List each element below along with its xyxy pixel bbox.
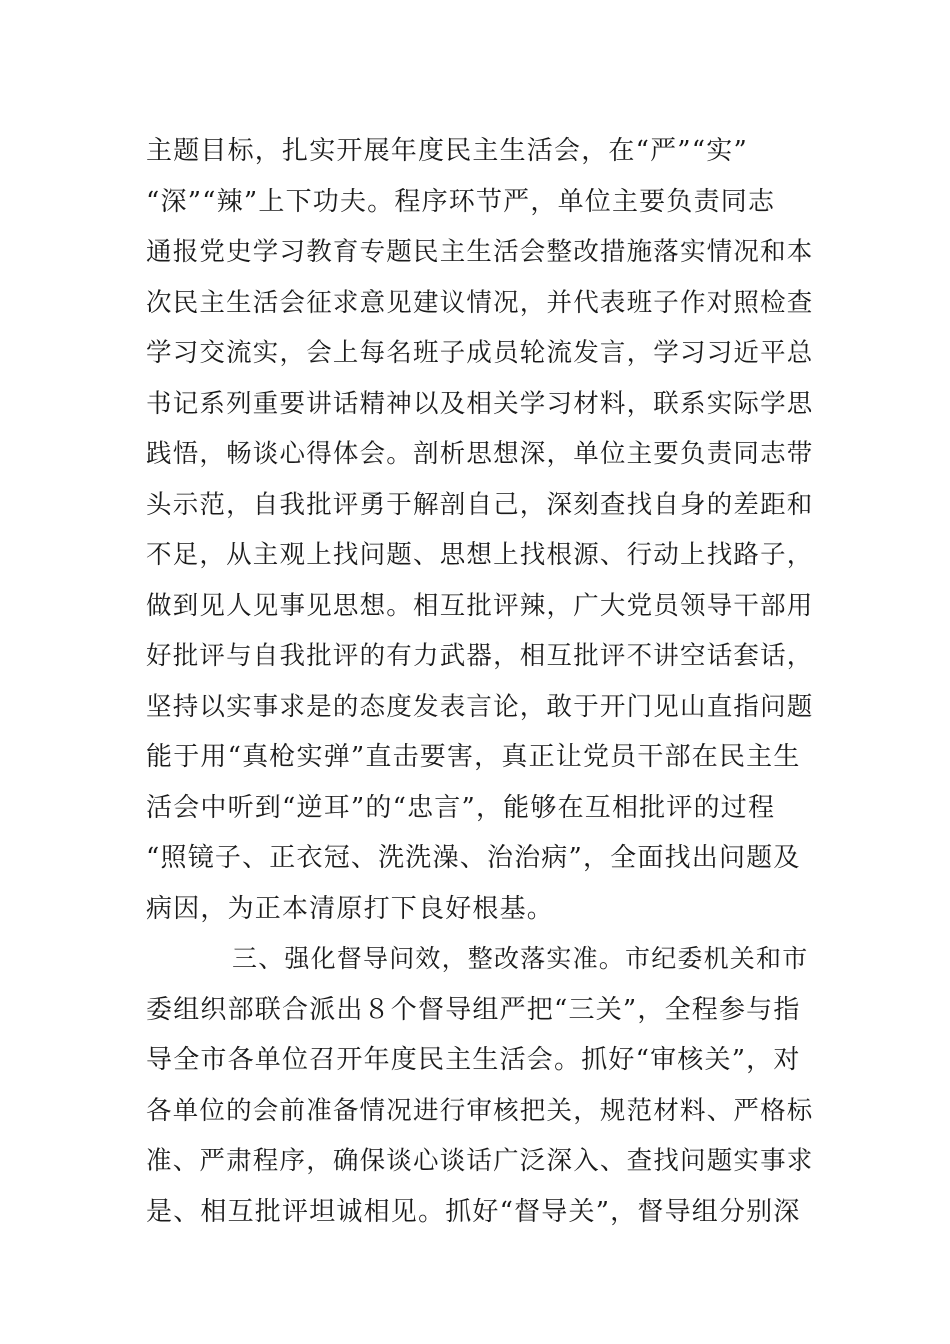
text-line: 主题目标，扎实开展年度民主生活会，在“严”“实” (146, 136, 748, 166)
text-line: 好批评与自我批评的有力武器，相互批评不讲空话套话， (146, 641, 814, 671)
text-line: 病因，为正本清原打下良好根基。 (146, 893, 555, 924)
text-line: 践悟，畅谈心得体会。剖析思想深，单位主要负责同志带 (146, 439, 814, 469)
text-line: 次民主生活会征求意见建议情况，并代表班子作对照检查 (146, 287, 814, 318)
text-line: 坚持以实事求是的态度发表言论，敢于开门见山直指问题 (146, 691, 814, 722)
text-line: 头示范，自我批评勇于解剖自己，深刻查找自身的差距和 (146, 489, 814, 520)
text-line: 能于用“真枪实弹”直击要害，真正让党员干部在民主生 (146, 742, 801, 772)
text-line: 准、严肃程序，确保谈心谈话广泛深入、查找问题实事求 (146, 1146, 814, 1176)
text-line: 导全市各单位召开年度民主生活会。抓好“审核关”，对 (146, 1045, 801, 1075)
text-line: 是、相互批评坦诚相见。抓好“督导关”，督导组分别深 (146, 1196, 801, 1227)
text-line: 书记系列重要讲话精神以及相关学习材料，联系实际学思 (146, 388, 814, 419)
text-line: “深”“辣”上下功夫。程序环节严，单位主要负责同志 (146, 186, 776, 217)
text-line: 学习交流实，会上每名班子成员轮流发言，学习习近平总 (146, 338, 814, 368)
section-heading-line: 三、强化督导问效，整改落实准。市纪委机关和市 (232, 944, 809, 973)
text-line: 不足，从主观上找问题、思想上找根源、行动上找路子， (146, 540, 814, 570)
text-line: 委组织部联合派出８个督导组严把“三关”，全程参与指 (146, 994, 801, 1025)
text-line: 通报党史学习教育专题民主生活会整改措施落实情况和本 (146, 237, 814, 267)
text-line: 各单位的会前准备情况进行审核把关，规范材料、严格标 (146, 1095, 814, 1126)
body-text (146, 126, 816, 1237)
text-line: 做到见人见事见思想。相互批评辣，广大党员领导干部用 (146, 590, 814, 621)
text-line: “照镜子、正衣冠、洗洗澡、治治病”，全面找出问题及 (146, 843, 801, 873)
text-line: 活会中听到“逆耳”的“忠言”，能够在互相批评的过程 (146, 792, 776, 823)
